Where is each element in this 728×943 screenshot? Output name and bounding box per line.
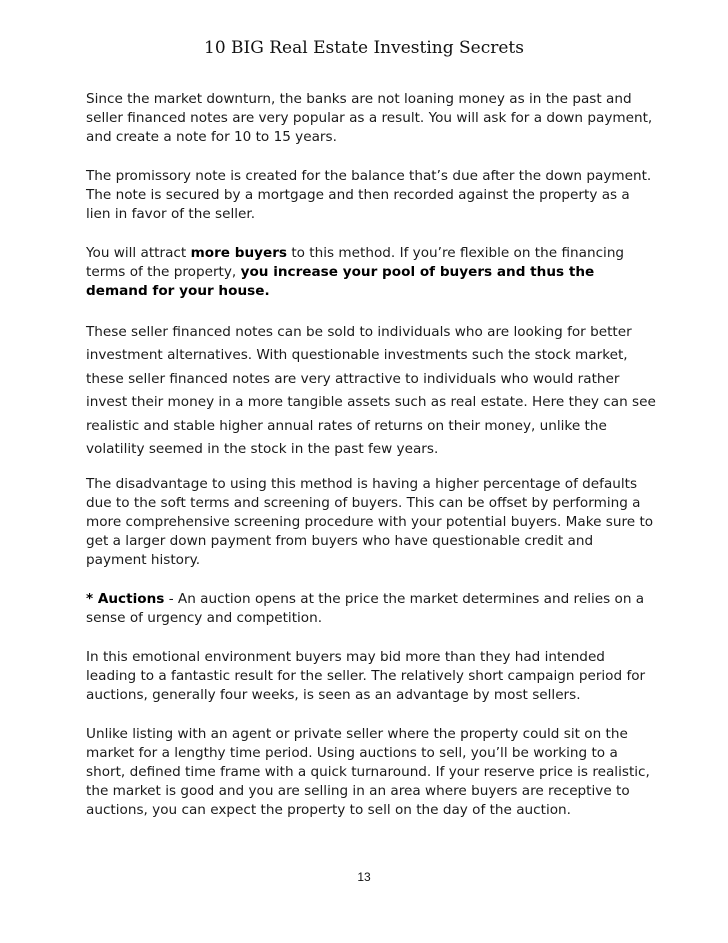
paragraph-attract-buyers <box>86 244 656 301</box>
paragraph-promissory-note: The promissory note is created for the balance that’s due after the down payment. The note is secured by a mortgage and then recorded against the property as a lien in favor of the seller. <box>86 168 652 222</box>
paragraph-auctions-heading <box>86 590 656 628</box>
paragraph-emotional-environment: In this emotional environment buyers may bid more than they had intended leading to a fantastic result for the seller. The relatively short campaign period for auctions, generally four weeks, is seen as an advantage by most sellers. <box>86 649 646 704</box>
paragraph-unlike-listing: Unlike listing with an agent or private seller where the property could sit on the market for a lengthy time period. Using auctions to sell, you’ll be working to a short, defined time frame with a quick turnaround. If your reserve price is realistic, the market is good and you are selling in an area where buyers are receptive to auctions, you can expect the property to sell on the day of the auction. <box>86 726 650 819</box>
bold-more-buyers: more buyers <box>190 245 288 261</box>
body-text <box>86 90 656 840</box>
page-header-title: 10 BIG Real Estate Investing Secrets <box>204 38 524 58</box>
paragraph-disadvantage: The disadvantage to using this method is having a higher percentage of defaults due to the soft terms and screening of buyers. This can be offset by performing a more comprehensive screening procedure with your potential buyers. Make sure to get a larger down payment from buyers who have questionable credit and payment history. <box>86 476 654 569</box>
paragraph-market-downturn: Since the market downturn, the banks are not loaning money as in the past and seller financed notes are very popular as a result. You will ask for a down payment, and create a note for 10 to 15 years. <box>86 91 653 145</box>
page-number: 13 <box>357 870 371 884</box>
paragraph-sell-notes: These seller financed notes can be sold to individuals who are looking for better investment alternatives. With questionable investments such the stock market, these seller financed notes are very attractive to individuals who would rather invest their money in a more tangible assets such as real estate. Here they can see realistic and stable higher annual rates of returns on their money, unlike the volatility seemed in the stock in the past few years. <box>86 324 656 458</box>
bold-increase-pool: you increase your pool of buyers and thus the demand for your house. <box>86 264 595 299</box>
bold-auctions-label: * Auctions <box>86 591 165 608</box>
text-run: - An auction opens at the price the market determines and relies on a sense of urgency and competition. <box>86 591 645 627</box>
text-run: You will attract <box>86 245 191 261</box>
text-run: to this method. If you’re flexible on the financing terms of the property, <box>86 245 625 280</box>
